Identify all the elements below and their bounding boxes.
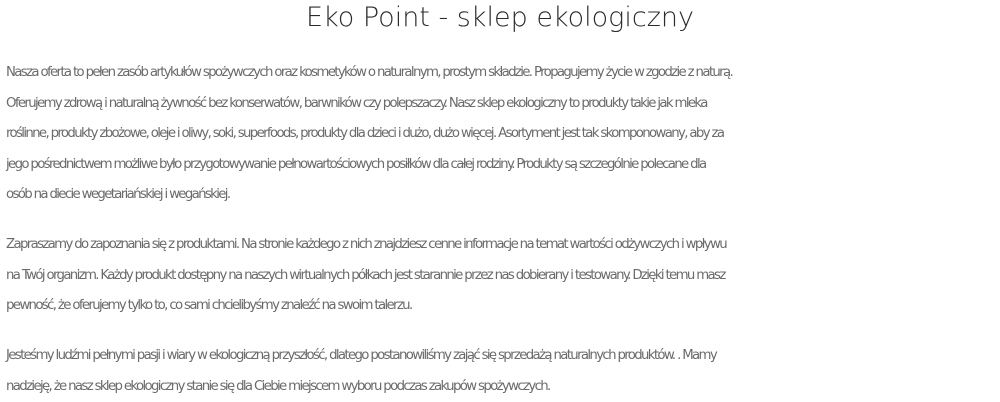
paragraph-invitation bbox=[6, 230, 1000, 322]
paragraph-mission bbox=[6, 341, 1000, 402]
text-line: na Twój organizm. Każdy produkt dostępny na naszych wirtualnych półkach jest starannie przez nas dobierany i testowany. Dzięki temu masz bbox=[6, 261, 1000, 292]
paragraph-offer bbox=[6, 58, 1000, 211]
text-line: Zapraszamy do zapoznania się z produktami. Na stronie każdego z nich znajdziesz cenne informacje na temat wartości odżywczych i wpływu bbox=[6, 230, 1000, 261]
text-line: jego pośrednictwem możliwe było przygotowywanie pełnowartościowych posiłków dla całej rodziny. Produkty są szczególnie polecane dla bbox=[6, 150, 1000, 181]
about-text bbox=[6, 58, 1000, 402]
text-line: Jesteśmy ludźmi pełnymi pasji i wiary w ekologiczną przyszłość, dlatego postanowiliśmy zająć się sprzedażą naturalnych produktów. . Mamy bbox=[6, 341, 1000, 372]
text-line: osób na diecie wegetariańskiej i wegańskiej. bbox=[6, 180, 1000, 211]
text-line: Nasza oferta to pełen zasób artykułów spożywczych oraz kosmetyków o naturalnym, prostym składzie. Propagujemy życie w zgodzie z naturą. bbox=[6, 58, 1000, 89]
text-line: Oferujemy zdrową i naturalną żywność bez konserwatów, barwników czy polepszaczy. Nasz sklep ekologiczny to produkty takie jak mleka bbox=[6, 89, 1000, 120]
text-line: roślinne, produkty zbożowe, oleje i oliwy, soki, superfoods, produkty dla dzieci i dużo, dużo więcej. Asortyment jest tak skomponowany, aby za bbox=[6, 119, 1000, 150]
page-title: Eko Point - sklep ekologiczny bbox=[0, 0, 1000, 36]
text-line: pewność, że oferujemy tylko to, co sami chcielibyśmy znaleźć na swoim talerzu. bbox=[6, 291, 1000, 322]
text-line: nadzieję, że nasz sklep ekologiczny stanie się dla Ciebie miejscem wyboru podczas zakupów spożywczych. bbox=[6, 372, 1000, 402]
